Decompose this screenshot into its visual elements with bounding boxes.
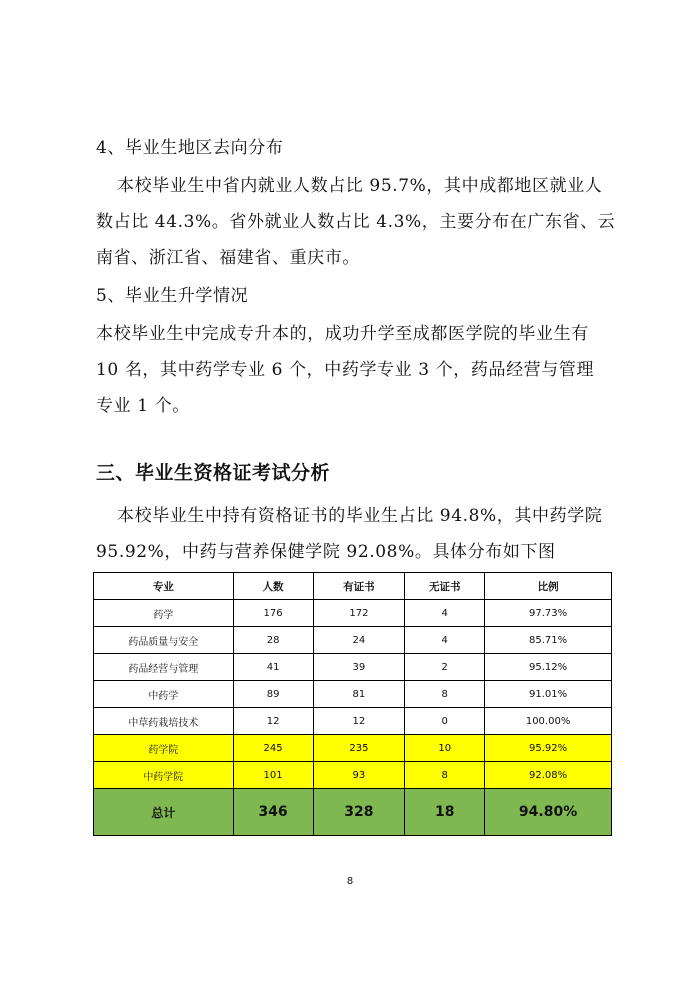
table-cell: 89 xyxy=(233,681,313,708)
table-cell: 12 xyxy=(313,708,405,735)
table-cell: 85.71% xyxy=(485,627,612,654)
table-cell: 245 xyxy=(233,735,313,762)
paragraph-line: 95.92%，中药与营养保健学院 92.08%。具体分布如下图 xyxy=(96,542,556,562)
paragraph-line: 10 名，其中药学专业 6 个，中药学专业 3 个，药品经营与管理 xyxy=(96,360,595,380)
table-cell: 41 xyxy=(233,654,313,681)
page-number: 8 xyxy=(346,876,354,887)
table-cell: 39 xyxy=(313,654,405,681)
table-cell: 24 xyxy=(313,627,405,654)
table-cell: 8 xyxy=(405,762,485,789)
table-row xyxy=(94,600,612,627)
table-cell: 4 xyxy=(405,627,485,654)
section-4-title: 4、毕业生地区去向分布 xyxy=(96,138,284,158)
total-without-cert: 18 xyxy=(405,789,485,836)
table-cell: 91.01% xyxy=(485,681,612,708)
certificate-table xyxy=(93,572,612,836)
table-cell: 0 xyxy=(405,708,485,735)
table-cell: 药品质量与安全 xyxy=(94,627,234,654)
section-3-heading: 三、毕业生资格证考试分析 xyxy=(96,462,331,484)
table-cell: 10 xyxy=(405,735,485,762)
table-cell: 4 xyxy=(405,600,485,627)
table-cell: 176 xyxy=(233,600,313,627)
section-5-title: 5、毕业生升学情况 xyxy=(96,286,249,306)
header-ratio: 比例 xyxy=(485,573,612,600)
table-header-row xyxy=(94,573,612,600)
table-cell: 28 xyxy=(233,627,313,654)
header-count: 人数 xyxy=(233,573,313,600)
table-cell: 97.73% xyxy=(485,600,612,627)
table-cell: 100.00% xyxy=(485,708,612,735)
table-row xyxy=(94,654,612,681)
paragraph-line: 本校毕业生中省内就业人数占比 95.7%，其中成都地区就业人 xyxy=(117,176,603,196)
paragraph-line: 本校毕业生中持有资格证书的毕业生占比 94.8%，其中药学院 xyxy=(117,506,603,526)
table-cell: 95.92% xyxy=(485,735,612,762)
header-with-cert: 有证书 xyxy=(313,573,405,600)
total-count: 346 xyxy=(233,789,313,836)
table-row xyxy=(94,681,612,708)
table-cell: 172 xyxy=(313,600,405,627)
table-cell: 8 xyxy=(405,681,485,708)
table-cell: 药学 xyxy=(94,600,234,627)
table-cell: 235 xyxy=(313,735,405,762)
table-cell: 101 xyxy=(233,762,313,789)
table-cell: 93 xyxy=(313,762,405,789)
table-row xyxy=(94,708,612,735)
table-cell: 12 xyxy=(233,708,313,735)
paragraph-line: 专业 1 个。 xyxy=(96,396,190,416)
table-cell: 药品经营与管理 xyxy=(94,654,234,681)
table-cell: 药学院 xyxy=(94,735,234,762)
table-row-college-tcm xyxy=(94,762,612,789)
paragraph-line: 数占比 44.3%。省外就业人数占比 4.3%，主要分布在广东省、云 xyxy=(96,212,616,232)
paragraph-line: 南省、浙江省、福建省、重庆市。 xyxy=(96,248,360,268)
table-cell: 92.08% xyxy=(485,762,612,789)
table-cell: 中草药栽培技术 xyxy=(94,708,234,735)
table-row xyxy=(94,627,612,654)
header-without-cert: 无证书 xyxy=(405,573,485,600)
table-cell: 2 xyxy=(405,654,485,681)
table-total-row xyxy=(94,789,612,836)
paragraph-line: 本校毕业生中完成专升本的，成功升学至成都医学院的毕业生有 xyxy=(96,324,589,344)
table-cell: 95.12% xyxy=(485,654,612,681)
table-cell: 中药学院 xyxy=(94,762,234,789)
table-row-college-pharmacy xyxy=(94,735,612,762)
table-cell: 81 xyxy=(313,681,405,708)
header-major: 专业 xyxy=(94,573,234,600)
total-ratio: 94.80% xyxy=(485,789,612,836)
table-cell: 中药学 xyxy=(94,681,234,708)
total-label: 总计 xyxy=(94,789,234,836)
total-with-cert: 328 xyxy=(313,789,405,836)
